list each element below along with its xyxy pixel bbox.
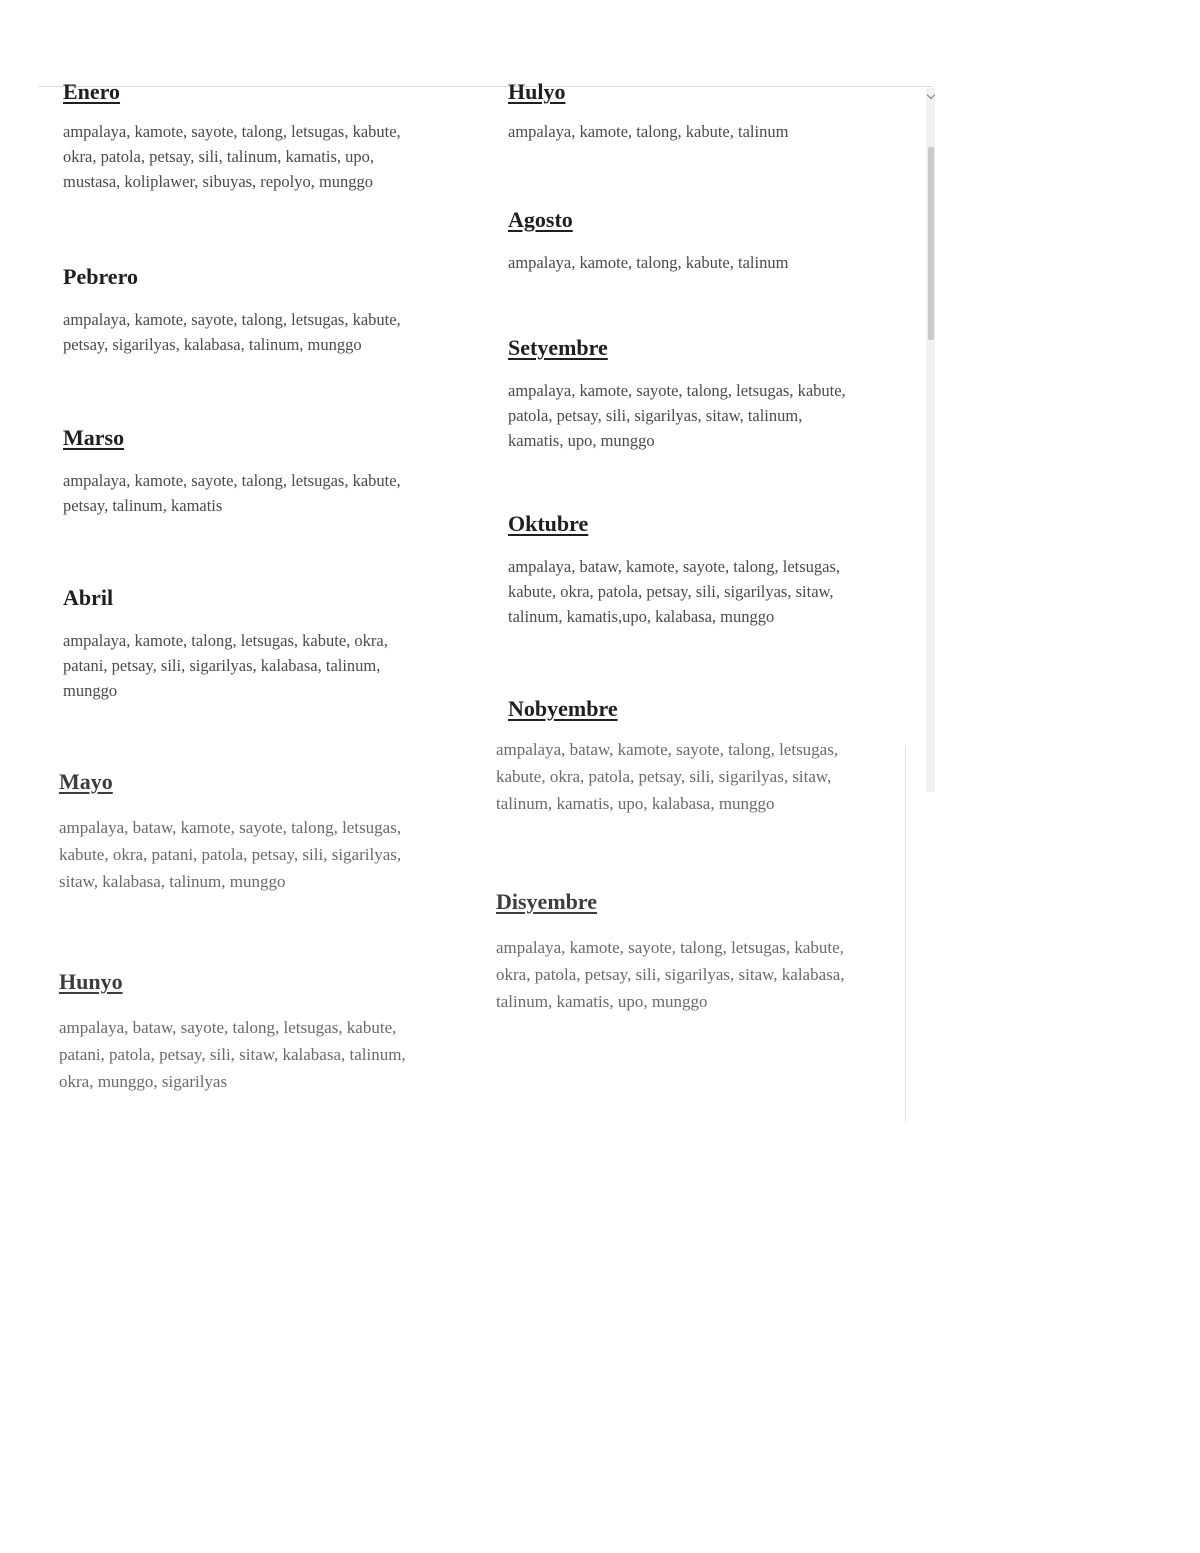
list-line: ampalaya, kamote, sayote, talong, letsugas, kabute, [508, 381, 846, 400]
list-line: kabute, okra, patani, patola, petsay, sili, sigarilyas, [59, 845, 402, 864]
month-hulyo [508, 78, 908, 144]
list-line: patola, petsay, sili, sigarilyas, sitaw, talinum, [508, 406, 803, 425]
vegetable-list [59, 814, 479, 895]
month-title: Hunyo [59, 969, 123, 994]
month-title: Nobyembre [508, 696, 618, 721]
list-line: kabute, okra, patola, petsay, sili, sigarilyas, sitaw, [508, 582, 834, 601]
list-line: petsay, talinum, kamatis [63, 496, 223, 515]
list-line: ampalaya, kamote, talong, kabute, talinum [508, 253, 789, 272]
month-abril [63, 584, 483, 703]
scrollbar-thumb[interactable] [928, 147, 934, 340]
month-agosto [508, 206, 908, 275]
vegetable-list [508, 119, 908, 144]
month-title: Setyembre [508, 335, 608, 360]
month-mayo [59, 768, 479, 895]
vegetable-list [63, 468, 483, 518]
list-line: ampalaya, bataw, sayote, talong, letsugas, kabute, [59, 1018, 397, 1037]
list-line: talinum, kamatis, upo, kalabasa, munggo [496, 794, 775, 813]
vegetable-list [508, 250, 908, 275]
month-setyembre [508, 334, 908, 453]
list-line: ampalaya, kamote, sayote, talong, letsugas, kabute, [496, 938, 844, 957]
month-pebrero [63, 263, 483, 357]
vegetable-list [496, 736, 896, 817]
list-line: patani, petsay, sili, sigarilyas, kalabasa, talinum, [63, 656, 381, 675]
list-line: mustasa, koliplawer, sibuyas, repolyo, munggo [63, 172, 374, 191]
list-line: petsay, sigarilyas, kalabasa, talinum, munggo [63, 335, 362, 354]
list-line: ampalaya, bataw, kamote, sayote, talong, letsugas, [59, 818, 402, 837]
list-line: talinum, kamatis,upo, kalabasa, munggo [508, 607, 775, 626]
vegetable-list [63, 119, 483, 194]
vegetable-list [508, 378, 908, 453]
list-line: sitaw, kalabasa, talinum, munggo [59, 872, 286, 891]
month-oktubre [508, 510, 908, 629]
vegetable-list [496, 934, 896, 1015]
month-title: Pebrero [63, 264, 138, 289]
vegetable-list [63, 628, 483, 703]
list-line: ampalaya, bataw, kamote, sayote, talong, letsugas, [496, 740, 839, 759]
list-line: patani, patola, petsay, sili, sitaw, kalabasa, talinum, [59, 1045, 406, 1064]
list-line: ampalaya, kamote, talong, kabute, talinum [508, 122, 789, 141]
month-title: Abril [63, 585, 114, 610]
vegetable-list [508, 554, 908, 629]
list-line: ampalaya, bataw, kamote, sayote, talong, letsugas, [508, 557, 841, 576]
month-title: Hulyo [508, 79, 566, 104]
month-nobyembre-title [508, 695, 908, 723]
list-line: ampalaya, kamote, sayote, talong, letsugas, kabute, [63, 471, 401, 490]
month-nobyembre-list [496, 736, 896, 817]
vegetable-list [59, 1014, 479, 1095]
list-line: talinum, kamatis, upo, munggo [496, 992, 708, 1011]
month-title: Mayo [59, 769, 113, 794]
list-line: kamatis, upo, munggo [508, 431, 655, 450]
list-line: munggo [63, 681, 118, 700]
month-title: Oktubre [508, 511, 589, 536]
month-enero [63, 78, 483, 194]
month-hunyo [59, 968, 479, 1095]
list-line: okra, patola, petsay, sili, sigarilyas, sitaw, kalabasa, [496, 965, 845, 984]
list-line: ampalaya, kamote, sayote, talong, letsugas, kabute, [63, 310, 401, 329]
month-title: Agosto [508, 207, 573, 232]
list-line: okra, munggo, sigarilyas [59, 1072, 228, 1091]
month-title: Marso [63, 425, 125, 450]
vegetable-list [63, 307, 483, 357]
list-line: kabute, okra, patola, petsay, sili, sigarilyas, sitaw, [496, 767, 832, 786]
month-marso [63, 424, 483, 518]
window-right-edge [905, 746, 906, 1122]
list-line: ampalaya, kamote, talong, letsugas, kabute, okra, [63, 631, 388, 650]
month-title: Disyembre [496, 889, 598, 914]
list-line: ampalaya, kamote, sayote, talong, letsugas, kabute, [63, 122, 401, 141]
month-disyembre [496, 888, 896, 1015]
list-line: okra, patola, petsay, sili, talinum, kamatis, upo, [63, 147, 374, 166]
month-title: Enero [63, 79, 121, 104]
